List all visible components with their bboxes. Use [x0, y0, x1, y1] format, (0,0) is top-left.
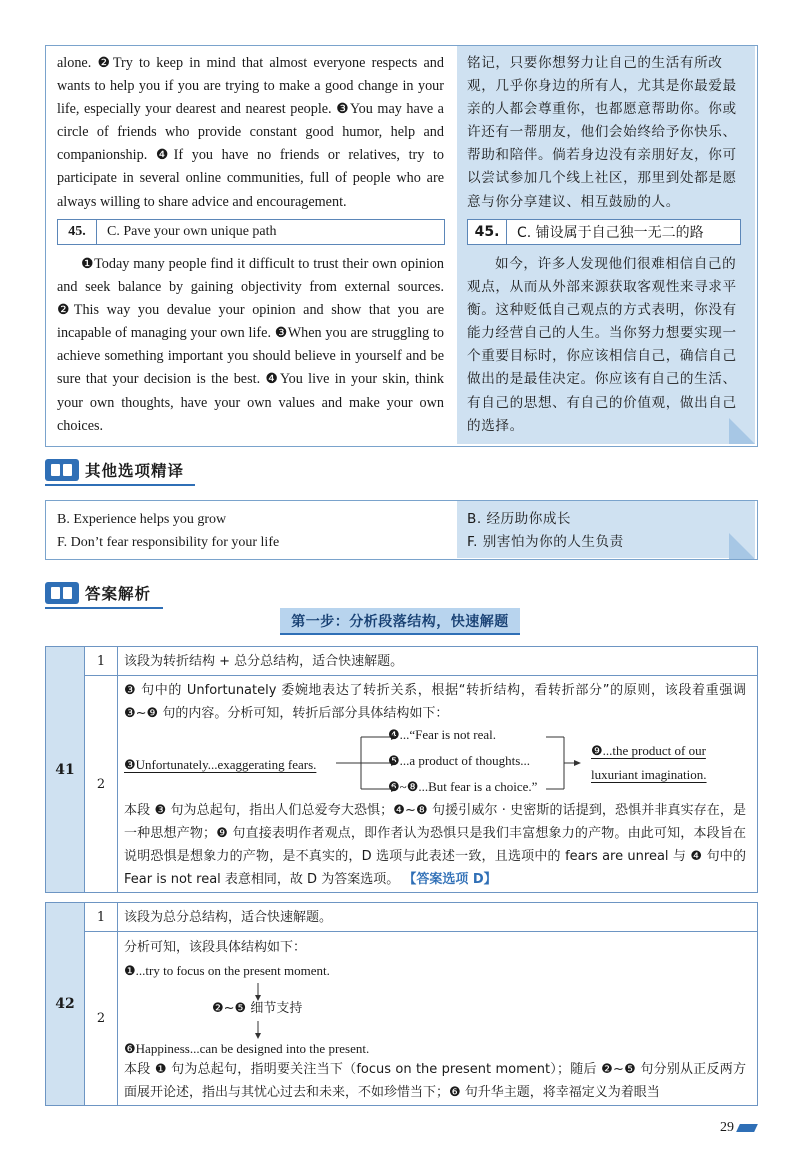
option-f-en: F. Don’t fear responsibility for your life [57, 535, 280, 550]
page-number: 29 [720, 1120, 756, 1136]
translation-paragraph-top: 铭记，只要你想努力让自己的生活有所改观，几乎你身边的所有人，尤其是你最爱最亲的人都会尊重你，也都愿意帮助你。你或许还有一帮朋友，他们会始终给予你快乐、帮助和陪伴。倘若身边没有亲朋好友，你可以尝试参加几个线上社区，那里到处都是愿意与你分享建议、相互鼓励的人。 [467, 55, 737, 210]
question-option-label: C. Pave your own unique path [107, 224, 277, 239]
row-2-body: 本段 ❶ 句为总起句，指明要关注当下（focus on the present moment）；随后 ❷~❺ 句分别从正反两方面展开论述，指出与其忧心过去和未来，不如珍惜当下；❻ 句升华主题，将幸福定义为着眼当 [124, 1062, 746, 1100]
diagram-bottom-node: ❻Happiness...can be designed into the present. [124, 1041, 370, 1056]
row-divider [85, 931, 757, 932]
other-options-english [57, 508, 279, 554]
answer-label: 【答案选项 D】 [403, 872, 497, 887]
question-number: 45. [468, 220, 507, 244]
row-2-body: 本段 ❸ 句为总起句，指出人们总爱夸大恐惧；❹~❽ 句援引威尔 · 史密斯的话提到，恐惧并非真实存在，是一种思想产物；❾ 句直接表明作者观点，即作者认为恐惧只是我们丰富想象力的产物。由此可知，本段旨在说明恐惧是想象力的产物，是不真实的，D 选项与此表述一致，且选项中的 fears are unreal 与 ❹ 句中的 Fear is not real 表意相同，故 D 为答案选项。 【答案选项 D】 [124, 803, 746, 887]
row-2-intro: 分析可知，该段具体结构如下： [124, 940, 307, 955]
question-42-analysis [45, 902, 758, 1106]
diagram-node-5: ❺...a product of thoughts... [388, 753, 530, 768]
page-number-decoration [736, 1124, 758, 1132]
question-45-heading [57, 219, 445, 245]
row-number: 2 [85, 676, 118, 892]
diagram-node-6-8: ❻~❽...But fear is a choice.” [388, 779, 538, 794]
section-underline [45, 484, 195, 486]
translation-45-heading [467, 219, 741, 245]
book-icon [45, 582, 79, 604]
option-b-en: B. Experience helps you grow [57, 512, 227, 527]
diagram-top-node: ❶...try to focus on the present moment. [124, 963, 330, 978]
row-number: 2 [85, 932, 118, 1105]
diagram-left-node: ❸Unfortunately...exaggerating fears. [124, 757, 317, 772]
row-number: 1 [85, 647, 118, 675]
question-option-label: C. 铺设属于自己独一无二的路 [517, 225, 704, 241]
translation-paragraph-45: 如今，许多人发现他们很难相信自己的观点，从而从外部来源获取客观性来寻求平衡。这种贬低自己观点的方式表明，你没有能力经营自己的人生。当你努力想要实现一个重要目标时，你应该相信自己，确信自己做出的是最佳决定。你应该有自己的生活、有自己的思想、有自己的价值观，做出自己的选择。 [467, 256, 737, 434]
step-banner: 第一步：分析段落结构，快速解题 [280, 608, 520, 635]
diagram-mid-node: ❷~❺ 细节支持 [212, 1001, 303, 1016]
book-icon [45, 459, 79, 481]
row-divider [85, 675, 757, 676]
section-header-other-options [45, 457, 184, 483]
diagram-node-4: ❹...“Fear is not real. [388, 727, 497, 742]
option-b-cn: B. 经历助你成长 [467, 511, 572, 527]
question-41-analysis [45, 646, 758, 893]
row-2-intro: ❸ 句中的 Unfortunately 委婉地表达了转折关系，根据“转折结构，看转折部分”的原则，该段着重强调 ❸~❾ 句的内容。分析可知，转折后部分具体结构如下： [124, 683, 746, 721]
section-title: 其他选项精译 [85, 462, 185, 480]
row-1-text: 该段为转折结构 + 总分总结构，适合快速解题。 [124, 654, 404, 669]
section-header-answer-analysis [45, 580, 151, 606]
section-title: 答案解析 [85, 585, 152, 603]
passage-paragraph-top: alone. ❷Try to keep in mind that almost everyone respects and wants to help you if you are trying to make a good change in your life, especially your dearest and nearest people. ❸You may have a circle of friends who provide constant good humor, help and companionship. ❹If you have no friends or relatives, try to participate in several online communities, full of people who are always willing to share advice and encouragement. [57, 55, 444, 210]
diagram-node-9: ❾...the product of our luxuriant imagination. [591, 743, 707, 782]
question-number: 42 [46, 903, 85, 1105]
section-underline [45, 607, 163, 609]
question-number: 41 [46, 647, 85, 892]
question-number: 45. [58, 220, 97, 244]
row-number: 1 [85, 903, 118, 931]
page-fold-decoration [729, 533, 755, 559]
other-options-chinese [467, 508, 624, 554]
passage-paragraph-45: ❶Today many people find it difficult to trust their own opinion and seek balance by gaining objectivity from external sources. ❷This way you devalue your opinion and show that you are incapable of managing your own life. ❸When you are struggling to achieve something important you should believe in yourself and be sure that your decision is the best. ❹You live in your skin, think your own thoughts, have your own values and make your own choices. [57, 256, 444, 434]
row-1-text: 该段为总分总结构，适合快速解题。 [124, 910, 333, 925]
option-f-cn: F. 别害怕为你的人生负责 [467, 534, 624, 550]
